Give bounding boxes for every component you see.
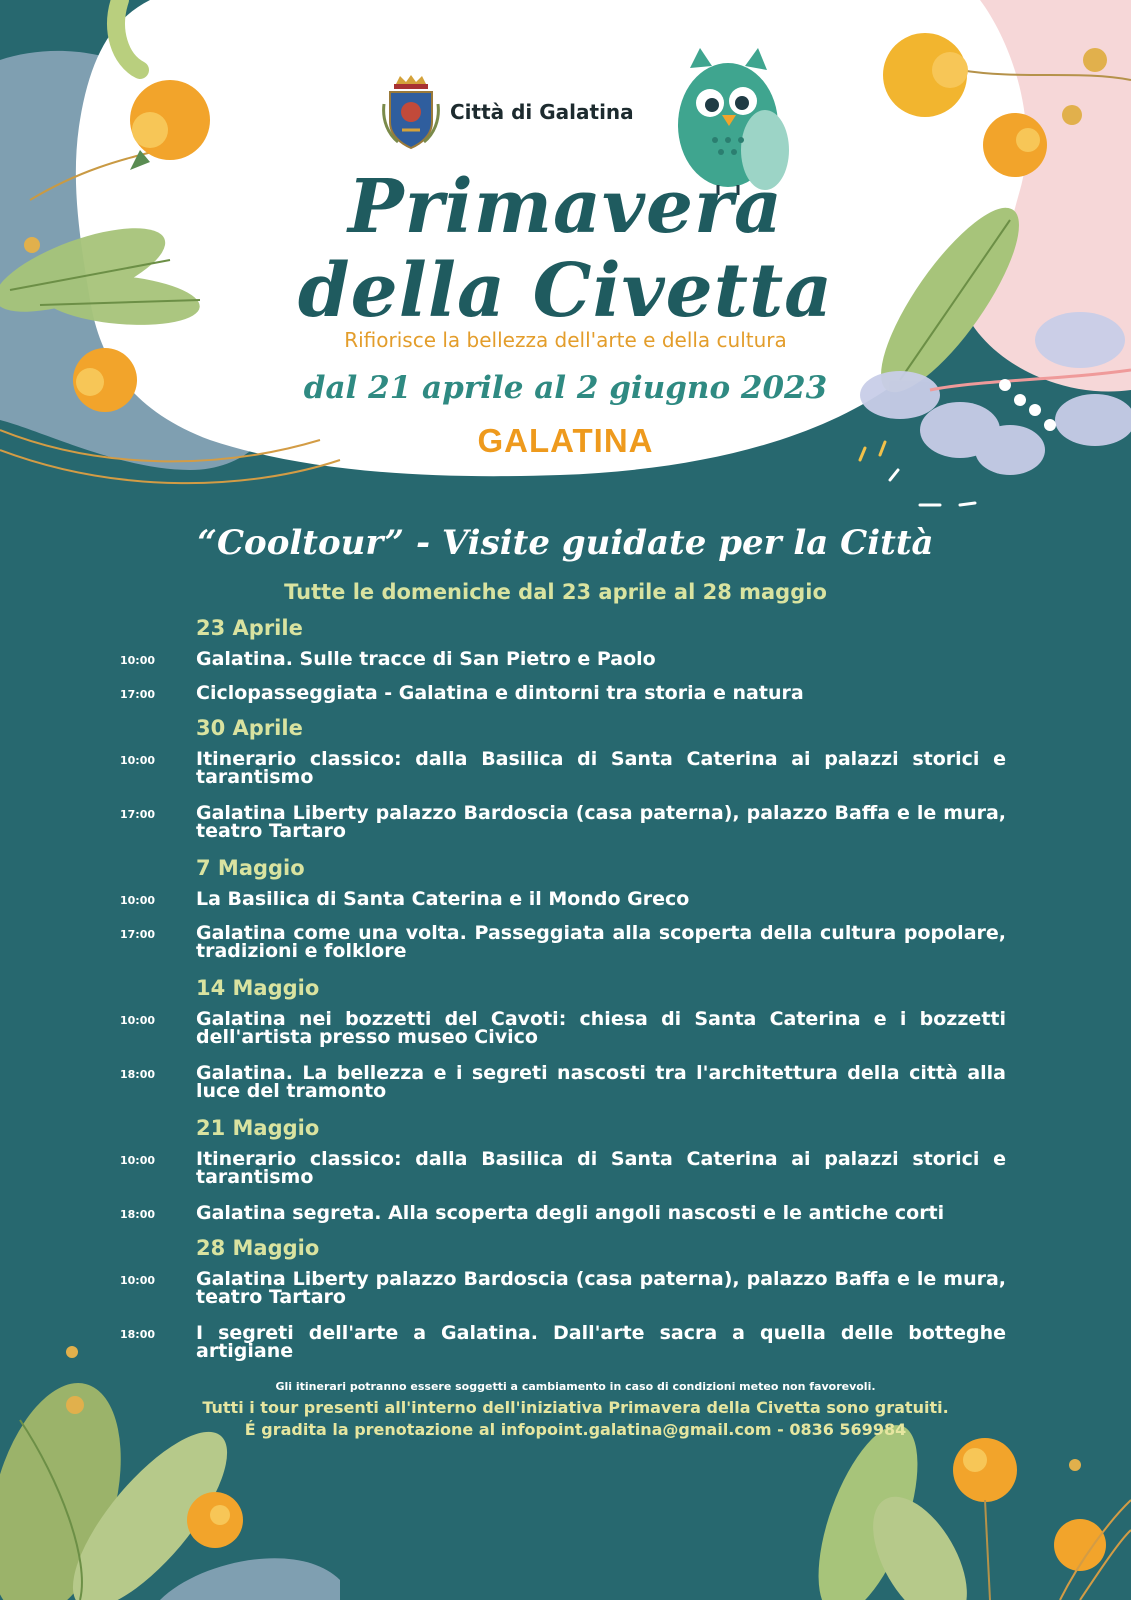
tour-schedule	[120, 612, 1010, 1372]
tour-item	[120, 1058, 1010, 1112]
tour-time: 17:00	[120, 688, 156, 701]
tour-title: Galatina come una volta. Passeggiata alla scoperta della cultura popolare, tradizioni e folklore	[196, 922, 1006, 962]
weather-note: Gli itinerari potranno essere soggetti a cambiamento in caso di condizioni meteo non favorevoli.	[275, 1380, 876, 1393]
tour-time: 18:00	[120, 1208, 156, 1221]
tour-item	[120, 1004, 1010, 1058]
tour-title: Itinerario classico: dalla Basilica di Santa Caterina ai palazzi storici e tarantismo	[196, 748, 1006, 788]
city-brand	[380, 74, 634, 150]
tour-time: 17:00	[120, 928, 156, 941]
tour-time: 10:00	[120, 1274, 156, 1287]
event-place: GALATINA	[477, 422, 654, 459]
tour-item	[120, 1318, 1010, 1372]
tour-item	[120, 798, 1010, 852]
day-heading: 28 Maggio	[196, 1236, 320, 1260]
tour-time: 10:00	[120, 754, 156, 767]
tour-item	[120, 918, 1010, 972]
tour-time: 10:00	[120, 1154, 156, 1167]
city-name: Città di Galatina	[450, 100, 634, 124]
day-heading: 23 Aprile	[196, 616, 303, 640]
day-heading: 7 Maggio	[196, 856, 305, 880]
tour-title: Galatina. La bellezza e i segreti nascosti tra l'architettura della città alla luce del tramonto	[196, 1062, 1006, 1102]
tour-time: 10:00	[120, 894, 156, 907]
free-tours-note: Tutti i tour presenti all'interno dell'iniziativa Primavera della Civetta sono gratuiti.	[202, 1398, 949, 1417]
tour-item	[120, 644, 1010, 678]
tour-time: 10:00	[120, 654, 156, 667]
tour-time: 18:00	[120, 1068, 156, 1081]
tour-title: Ciclopasseggiata - Galatina e dintorni tra storia e natura	[196, 682, 804, 704]
tour-time: 17:00	[120, 808, 156, 821]
tour-item	[120, 1198, 1010, 1232]
tour-title: Galatina Liberty palazzo Bardoscia (casa paterna), palazzo Baffa e le mura, teatro Tartaro	[196, 802, 1006, 842]
tour-title: Galatina Liberty palazzo Bardoscia (casa paterna), palazzo Baffa e le mura, teatro Tartaro	[196, 1268, 1006, 1308]
poster-header	[0, 0, 1131, 500]
tour-title: Galatina. Sulle tracce di San Pietro e Paolo	[196, 648, 656, 670]
event-title-line1: Primavera	[347, 164, 783, 250]
tour-title: Galatina segreta. Alla scoperta degli angoli nascosti e le antiche corti	[196, 1202, 945, 1224]
program-subtitle: Tutte le domeniche dal 23 aprile al 28 maggio	[284, 580, 827, 604]
tour-time: 18:00	[120, 1328, 156, 1341]
tour-item	[120, 1264, 1010, 1318]
tour-item	[120, 744, 1010, 798]
event-title-line2: della Civetta	[297, 248, 834, 334]
tour-title: I segreti dell'arte a Galatina. Dall'arte sacra a quella delle botteghe artigiane	[196, 1322, 1006, 1362]
tour-title: Galatina nei bozzetti del Cavoti: chiesa di Santa Caterina e i bozzetti dell'artista presso museo Civico	[196, 1008, 1006, 1048]
tour-item	[120, 884, 1010, 918]
event-tagline: Rifiorisce la bellezza dell'arte e della cultura	[344, 328, 787, 352]
day-heading: 21 Maggio	[196, 1116, 320, 1140]
tour-time: 10:00	[120, 1014, 156, 1027]
tour-title: La Basilica di Santa Caterina e il Mondo Greco	[196, 888, 690, 910]
tour-title: Itinerario classico: dalla Basilica di Santa Caterina ai palazzi storici e tarantismo	[196, 1148, 1006, 1188]
event-dates: dal 21 aprile al 2 giugno 2023	[303, 370, 828, 406]
tour-item	[120, 678, 1010, 712]
program-title: “Cooltour” - Visite guidate per la Città	[197, 523, 934, 563]
city-crest-icon	[380, 74, 442, 150]
tour-item	[120, 1144, 1010, 1198]
day-heading: 14 Maggio	[196, 976, 320, 1000]
day-heading: 30 Aprile	[196, 716, 303, 740]
booking-contact: É gradita la prenotazione al infopoint.galatina@gmail.com - 0836 569984	[244, 1420, 907, 1439]
